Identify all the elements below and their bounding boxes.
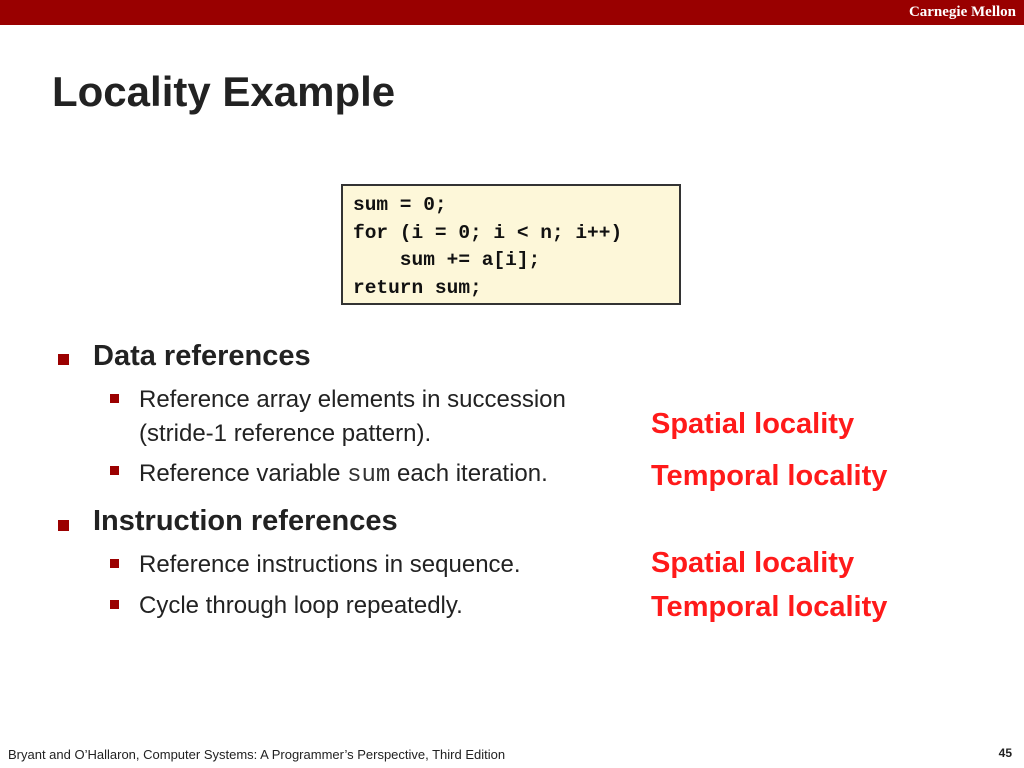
code-box: [341, 184, 681, 305]
bullet-small-square-icon: [110, 559, 119, 568]
code-line-3: sum += a[i];: [353, 249, 541, 271]
instruction-item-1: Reference instructions in sequence.: [139, 551, 521, 578]
data-item-1-line-2: (stride-1 reference pattern).: [139, 420, 432, 447]
bullet-small-square-icon: [110, 600, 119, 609]
code-line-4: return sum;: [353, 276, 482, 299]
code-line-1: sum = 0;: [353, 194, 447, 216]
bullet-square-icon: [58, 354, 69, 365]
bullet-small-square-icon: [110, 394, 119, 403]
temporal-locality-label-1: Temporal locality: [651, 460, 888, 492]
spatial-locality-label-2: Spatial locality: [651, 547, 855, 579]
data-item-1-line-1: Reference array elements in succession: [139, 386, 566, 413]
slide-title: Locality Example: [52, 68, 396, 115]
data-item-1: [139, 383, 619, 451]
page-number: 45: [998, 746, 1012, 760]
footer-citation: Bryant and O’Hallaron, Computer Systems: A Programmer’s Perspective, Third Edition: [8, 747, 506, 762]
spatial-locality-label-1: Spatial locality: [651, 408, 855, 440]
top-bar: [0, 0, 1024, 25]
bullet-square-icon: [58, 520, 69, 531]
data-item-2-suffix: each iteration.: [390, 460, 548, 487]
data-item-2-prefix: Reference variable: [139, 460, 348, 487]
brand-label: Carnegie Mellon: [908, 4, 1016, 20]
instruction-references-heading: Instruction references: [93, 505, 398, 537]
bullet-small-square-icon: [110, 466, 119, 475]
data-item-2-code: sum: [347, 462, 391, 489]
code-line-2: for (i = 0; i < n; i++): [353, 221, 623, 244]
data-references-heading: Data references: [93, 340, 311, 372]
temporal-locality-label-2: Temporal locality: [651, 591, 888, 623]
instruction-item-2: Cycle through loop repeatedly.: [139, 592, 463, 619]
data-item-2: [139, 457, 548, 493]
